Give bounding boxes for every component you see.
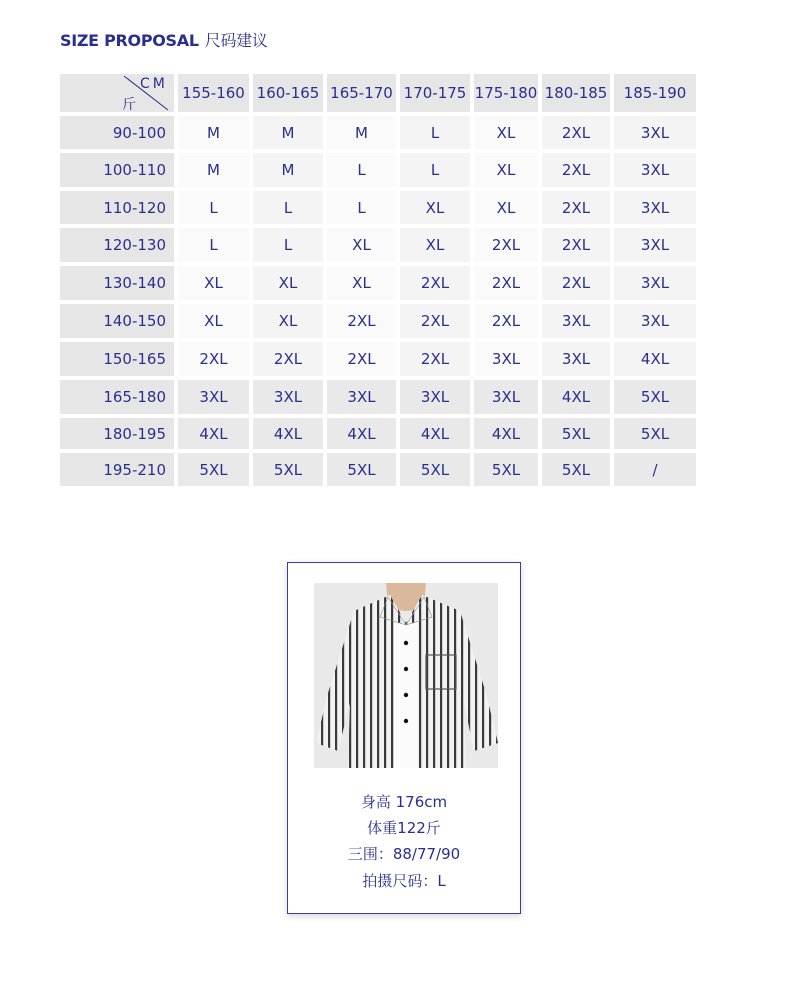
size-cell: 4XL	[400, 418, 470, 449]
height-header: 180-185	[542, 74, 610, 112]
size-cell: XL	[400, 228, 470, 262]
size-cell: 4XL	[614, 342, 696, 376]
size-cell: 2XL	[253, 342, 323, 376]
model-shot-size: 拍摄尺码：L	[362, 872, 446, 890]
weight-header: 130-140	[60, 266, 174, 300]
size-cell: 3XL	[253, 380, 323, 414]
size-cell: 3XL	[614, 228, 696, 262]
size-cell: XL	[474, 116, 538, 149]
size-cell: L	[178, 228, 249, 262]
size-cell: XL	[327, 266, 396, 300]
size-cell: 3XL	[614, 116, 696, 149]
height-header: 155-160	[178, 74, 249, 112]
size-cell: XL	[474, 153, 538, 187]
size-cell: 3XL	[542, 342, 610, 376]
size-cell: 3XL	[614, 304, 696, 338]
size-cell: 3XL	[614, 266, 696, 300]
size-cell: 5XL	[614, 380, 696, 414]
size-cell: M	[327, 116, 396, 149]
model-photo	[314, 583, 498, 768]
weight-header: 150-165	[60, 342, 174, 376]
size-cell: 4XL	[178, 418, 249, 449]
weight-header: 165-180	[60, 380, 174, 414]
size-cell: 3XL	[474, 380, 538, 414]
size-cell: L	[327, 153, 396, 187]
size-cell: /	[614, 453, 696, 486]
size-cell: XL	[474, 191, 538, 224]
height-header: 160-165	[253, 74, 323, 112]
size-cell: 5XL	[614, 418, 696, 449]
page-title	[60, 28, 268, 51]
model-info-card	[287, 562, 521, 914]
size-cell: M	[178, 116, 249, 149]
weight-header: 195-210	[60, 453, 174, 486]
size-cell: 3XL	[614, 153, 696, 187]
model-weight: 体重122斤	[367, 819, 441, 837]
size-cell: 4XL	[253, 418, 323, 449]
height-header: 170-175	[400, 74, 470, 112]
weight-header: 120-130	[60, 228, 174, 262]
size-cell: XL	[178, 304, 249, 338]
size-cell: 2XL	[542, 191, 610, 224]
size-cell: 2XL	[474, 228, 538, 262]
size-cell: 2XL	[178, 342, 249, 376]
size-cell: XL	[400, 191, 470, 224]
height-header: 175-180	[474, 74, 538, 112]
weight-header: 100-110	[60, 153, 174, 187]
size-cell: 2XL	[327, 304, 396, 338]
size-cell: 4XL	[474, 418, 538, 449]
size-cell: 5XL	[542, 453, 610, 486]
size-cell: L	[400, 153, 470, 187]
size-cell: 2XL	[400, 342, 470, 376]
size-cell: 2XL	[474, 304, 538, 338]
size-cell: 5XL	[327, 453, 396, 486]
size-cell: L	[253, 228, 323, 262]
striped-shirt-photo-icon	[314, 583, 498, 768]
weight-header: 180-195	[60, 418, 174, 449]
size-cell: M	[178, 153, 249, 187]
size-cell: 3XL	[400, 380, 470, 414]
height-header: 165-170	[327, 74, 396, 112]
size-cell: L	[253, 191, 323, 224]
size-cell: 5XL	[400, 453, 470, 486]
size-cell: 2XL	[542, 228, 610, 262]
weight-header: 90-100	[60, 116, 174, 149]
size-cell: 3XL	[614, 191, 696, 224]
size-cell: 2XL	[542, 116, 610, 149]
height-header: 185-190	[614, 74, 696, 112]
size-cell: 4XL	[327, 418, 396, 449]
size-cell: 2XL	[474, 266, 538, 300]
size-cell: 5XL	[178, 453, 249, 486]
size-cell: 3XL	[542, 304, 610, 338]
size-cell: 5XL	[474, 453, 538, 486]
title-english: SIZE PROPOSAL	[60, 31, 199, 50]
size-cell: L	[327, 191, 396, 224]
size-cell: 2XL	[327, 342, 396, 376]
size-cell: 2XL	[542, 153, 610, 187]
weight-header: 110-120	[60, 191, 174, 224]
size-cell: XL	[327, 228, 396, 262]
size-cell: 3XL	[327, 380, 396, 414]
size-table	[60, 74, 696, 486]
size-cell: 3XL	[178, 380, 249, 414]
weight-header: 140-150	[60, 304, 174, 338]
corner-unit-jin: 斤	[122, 97, 136, 113]
size-cell: 5XL	[542, 418, 610, 449]
size-cell: M	[253, 116, 323, 149]
size-cell: XL	[253, 304, 323, 338]
size-cell: 4XL	[542, 380, 610, 414]
size-cell: 2XL	[542, 266, 610, 300]
corner-unit-cm: CM	[140, 76, 168, 92]
size-cell: M	[253, 153, 323, 187]
table-corner-header	[60, 74, 174, 112]
size-cell: 5XL	[253, 453, 323, 486]
model-height: 身高 176cm	[360, 793, 448, 811]
size-cell: XL	[178, 266, 249, 300]
size-cell: 3XL	[474, 342, 538, 376]
size-cell: XL	[253, 266, 323, 300]
model-measurements: 三围：88/77/90	[347, 845, 461, 863]
size-cell: 2XL	[400, 304, 470, 338]
size-cell: L	[178, 191, 249, 224]
size-cell: L	[400, 116, 470, 149]
title-chinese: 尺码建议	[204, 31, 268, 50]
size-cell: 2XL	[400, 266, 470, 300]
